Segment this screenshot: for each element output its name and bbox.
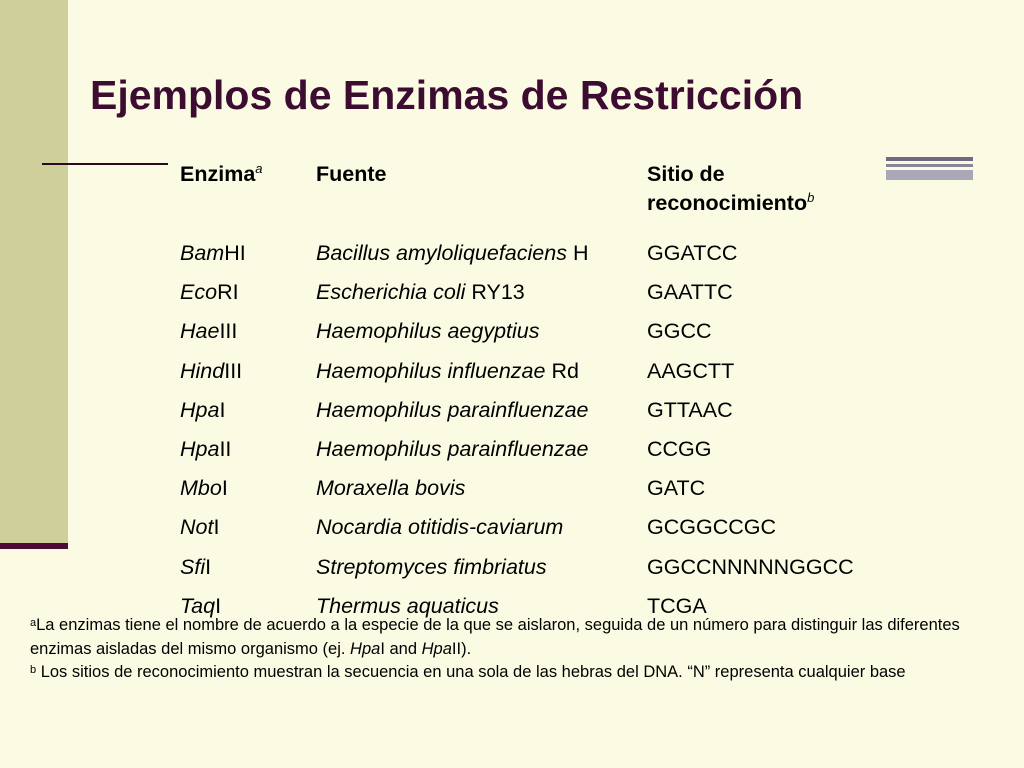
enzyme-name: HaeIII [180,319,238,344]
enzyme-name: HindIII [180,358,243,383]
recognition-site: GATC [647,476,706,501]
enzyme-name: SfiI [180,554,212,579]
footnote-a: $^a$La enzimas tiene el nombre de acuerdo a la especie de la que se aislaron, seguida de un número para distinguir las diferentes enzimas aisladas del mismo organismo (ej. HpaI and HpaII). [30,616,960,658]
enzyme-name: EcoRI [180,280,239,305]
footnote-b: $^b$ Los sitios de reconocimiento muestran la secuencia en una sola de las hebras del DNA. “N” representa cualquier base [30,663,906,681]
recognition-site: GTTAAC [647,397,733,422]
enzyme-name: MboI [180,476,228,501]
table-row [172,552,854,591]
enzyme-table [172,156,854,630]
table-row [172,277,854,316]
header-enzyme: Enzima$^a$ [180,161,263,186]
table-row [172,434,854,473]
recognition-site: AAGCTT [647,358,735,383]
enzyme-source: Streptomyces fimbriatus [316,554,547,579]
enzyme-source: Bacillus amyloliquefaciens H [316,241,589,265]
table-row [172,316,854,355]
recognition-site: GAATTC [647,280,733,305]
recognition-site: GGATCC [647,241,738,265]
enzyme-source: Haemophilus influenzae Rd [316,358,579,383]
footnotes [30,614,990,685]
slide-title: Ejemplos de Enzimas de Restricción [90,72,804,118]
left-decor-band-edge [0,543,68,549]
recognition-site: GCGGCCGC [647,515,776,540]
recognition-site: GGCC [647,319,712,344]
header-recognition-site: Sitio de reconocimiento$^b$ [647,162,815,215]
enzyme-source: Haemophilus parainfluenzae [316,397,589,422]
recognition-site: TCGA [647,593,707,618]
table-header-row [172,156,854,238]
left-decor-band [0,0,68,545]
enzyme-source: Nocardia otitidis-caviarum [316,515,564,540]
table-row [172,512,854,551]
enzyme-name: TaqI [180,593,222,618]
recognition-site: CCGG [647,436,712,461]
enzyme-source: Haemophilus parainfluenzae [316,436,589,461]
table-row [172,473,854,512]
enzyme-source: Thermus aquaticus [316,593,499,618]
header-source: Fuente [316,162,387,186]
recognition-site: GGCCNNNNNGGCC [647,554,854,579]
enzyme-name: HpaI [180,397,226,422]
title-underline-rule [42,163,168,165]
enzyme-source: Moraxella bovis [316,476,466,501]
table-row [172,238,854,277]
decorative-stripes [886,157,973,180]
table-row [172,356,854,395]
enzyme-name: NotI [180,515,220,540]
enzyme-name: BamHI [180,241,246,265]
enzyme-source: Escherichia coli RY13 [316,280,525,305]
enzyme-source: Haemophilus aegyptius [316,319,540,344]
enzyme-name: HpaII [180,436,232,461]
table-row [172,395,854,434]
